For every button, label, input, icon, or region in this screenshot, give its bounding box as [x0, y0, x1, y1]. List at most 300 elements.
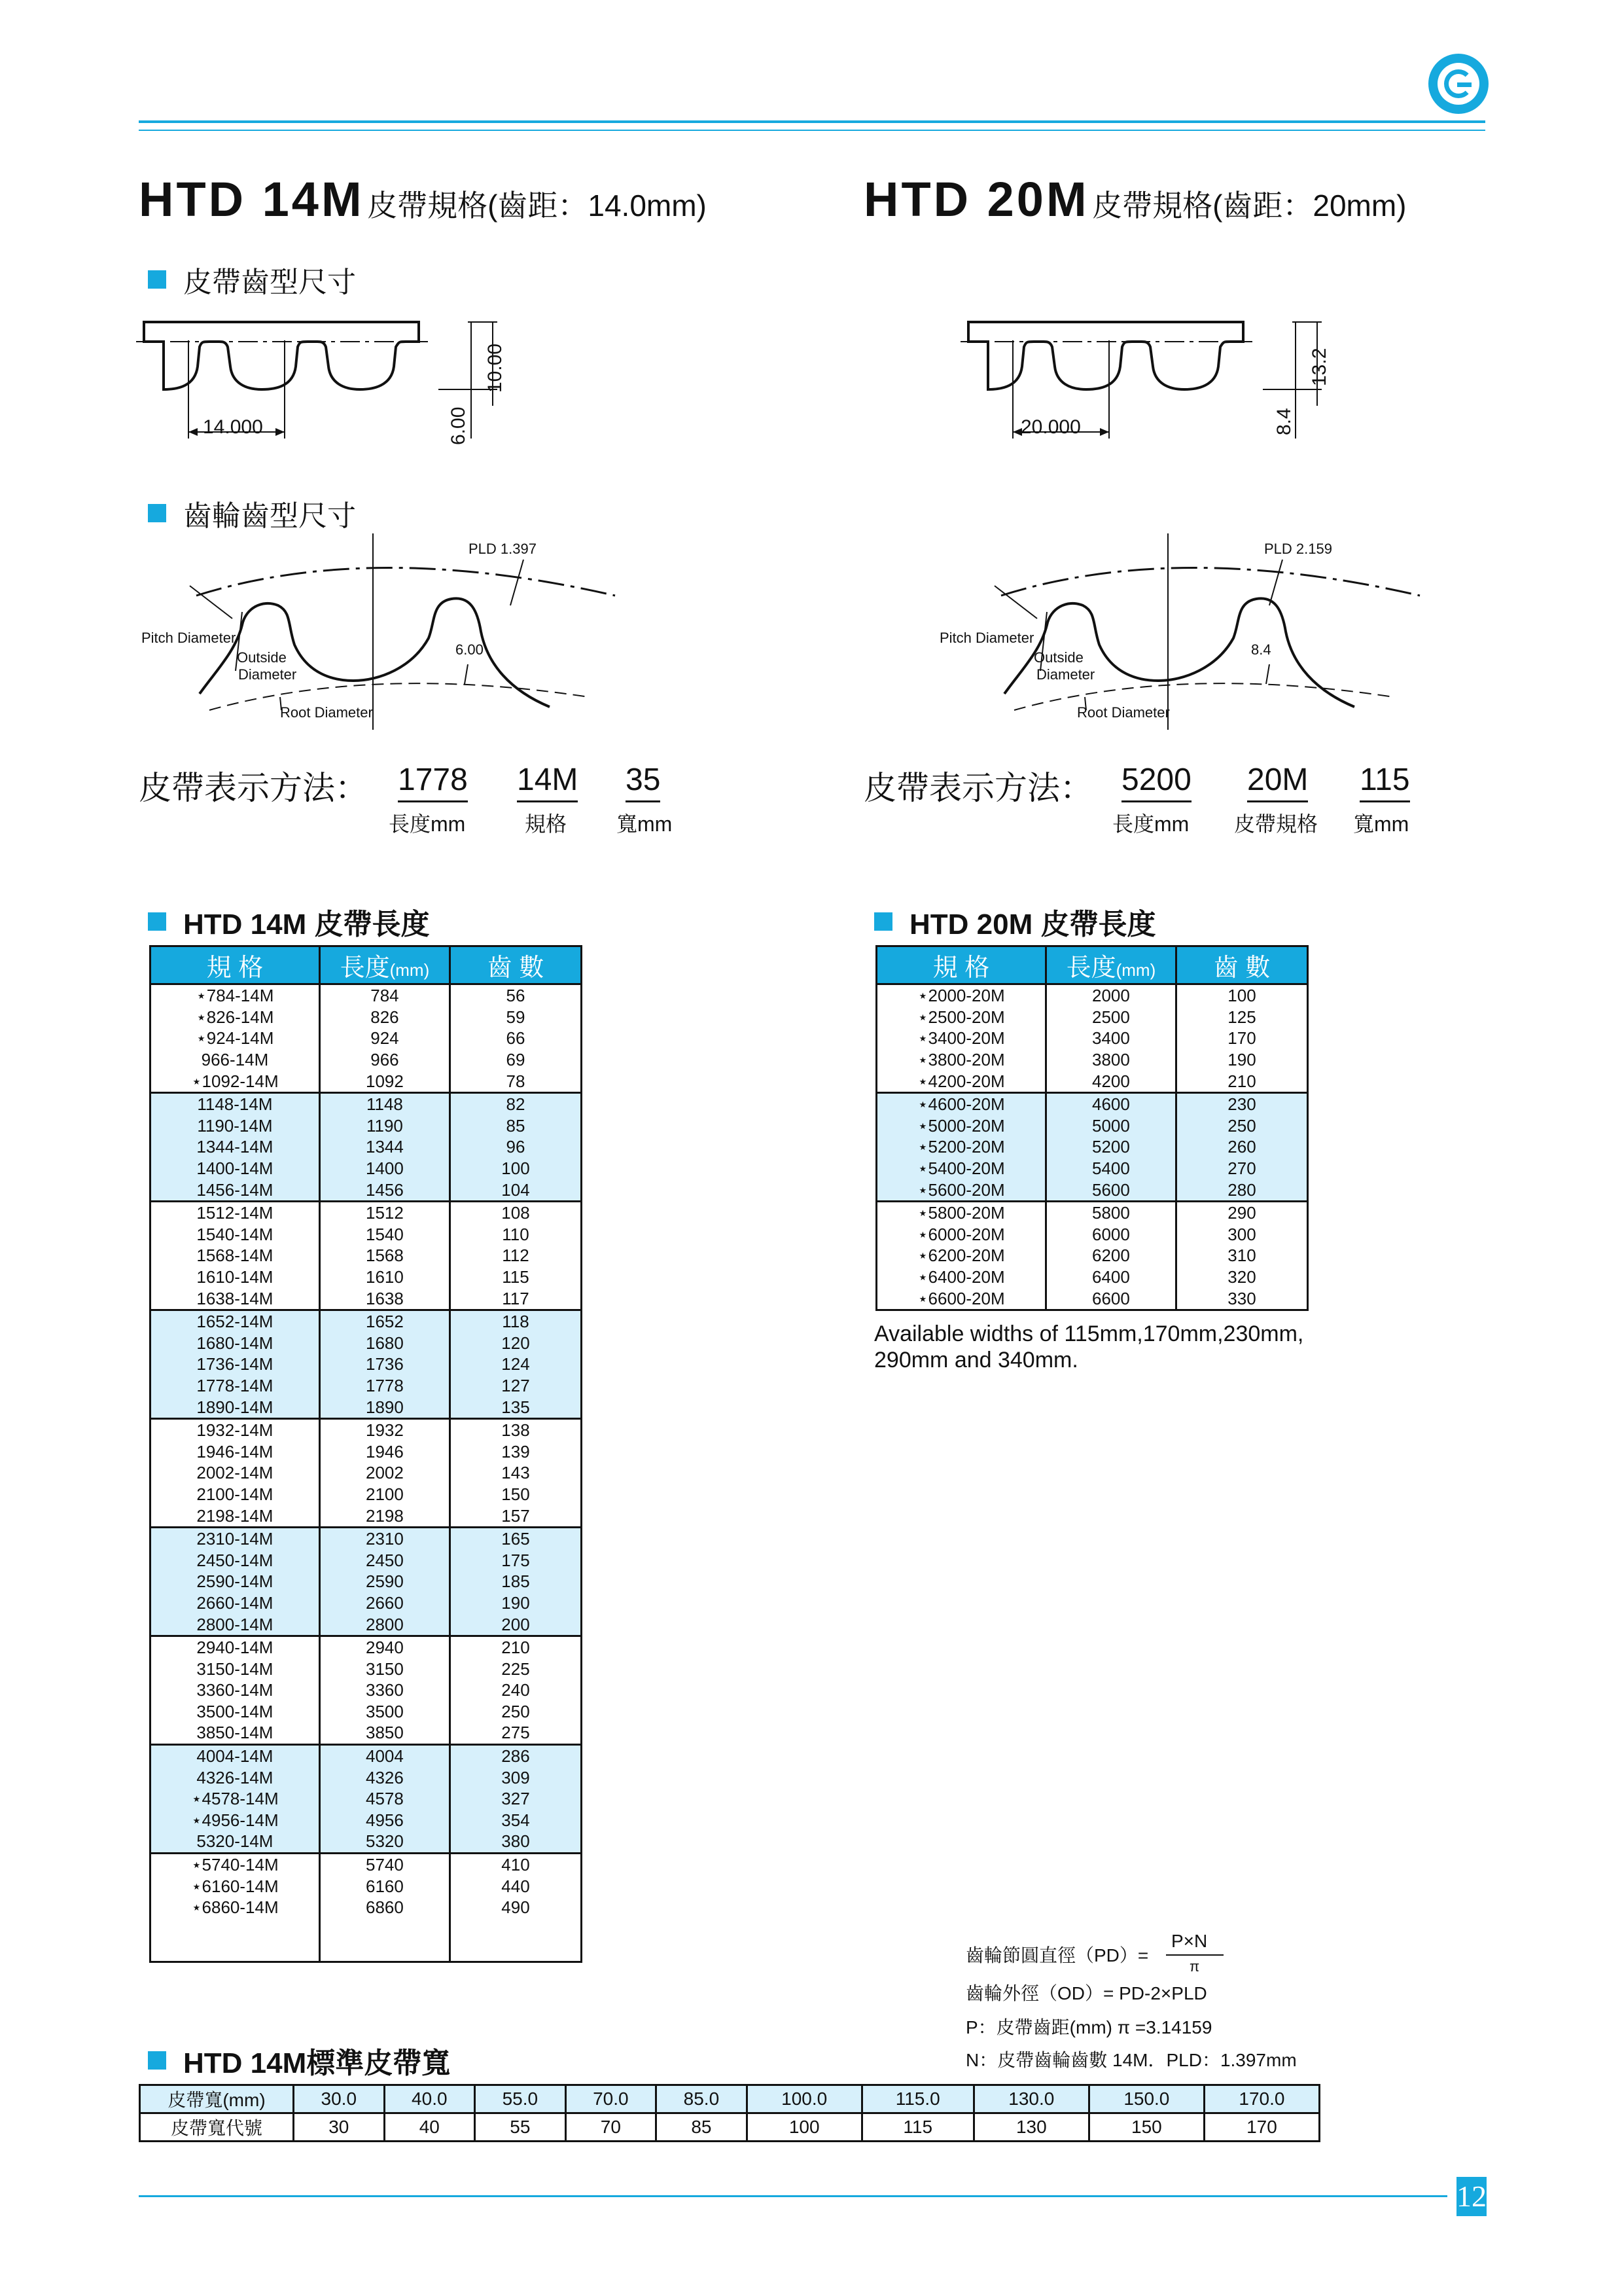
- belt-height-14m: 10.00: [484, 343, 506, 393]
- formula-pd-denominator: π: [1190, 1958, 1200, 1975]
- width-code-cell: 30: [294, 2113, 385, 2142]
- length-cell: 1946: [319, 1441, 450, 1462]
- table-row: [150, 1636, 582, 1658]
- left-title: [139, 171, 707, 227]
- table-row: [150, 1418, 582, 1441]
- width-mm-cell: 130.0: [974, 2085, 1089, 2113]
- teeth-cell: 410: [450, 1853, 581, 1875]
- length-cell: 2000: [1046, 984, 1176, 1007]
- teeth-cell: 112: [450, 1245, 581, 1266]
- spec-cell: 1680-14M: [150, 1333, 320, 1354]
- spec-cell: ⋆5600-20M: [877, 1179, 1046, 1201]
- notation-unit-length-20m: 長度mm: [1112, 812, 1190, 836]
- length-cell: [319, 1918, 450, 1940]
- spec-cell: ⋆784-14M: [150, 984, 320, 1007]
- col-length-unit: (mm): [1116, 960, 1156, 980]
- section-belt-profile-label: 皮帶齒型尺寸: [183, 266, 356, 298]
- teeth-cell: 78: [450, 1070, 581, 1092]
- length-cell: 5600: [1046, 1179, 1176, 1201]
- length-cell: 826: [319, 1007, 450, 1028]
- spec-cell: 2660-14M: [150, 1592, 320, 1614]
- spec-cell: ⋆6200-20M: [877, 1245, 1046, 1266]
- width-code-cell: 150: [1089, 2113, 1204, 2142]
- width-mm-cell: 100.0: [747, 2085, 862, 2113]
- spec-cell: ⋆5740-14M: [150, 1853, 320, 1875]
- teeth-cell: 185: [450, 1571, 581, 1592]
- table-row: [877, 1136, 1308, 1158]
- table-row: [150, 1897, 582, 1918]
- spec-cell: 4004-14M: [150, 1744, 320, 1767]
- length-cell: 1092: [319, 1070, 450, 1092]
- spec-cell: ⋆5800-20M: [877, 1201, 1046, 1223]
- length-cell: 1932: [319, 1418, 450, 1441]
- notation-width-14m: 35: [626, 762, 660, 802]
- table-row: [150, 1007, 582, 1028]
- section-marker: [148, 2051, 166, 2070]
- width-mm-cell: 115.0: [862, 2085, 974, 2113]
- teeth-cell: 82: [450, 1092, 581, 1115]
- belt-tooth-14m: 6.00: [448, 406, 469, 445]
- table-row: [877, 1179, 1308, 1201]
- formula-pd-lhs: 齒輪節圓直徑（PD）=: [966, 1945, 1149, 1965]
- teeth-cell: 270: [1176, 1158, 1307, 1179]
- spec-cell: ⋆4956-14M: [150, 1810, 320, 1831]
- length-cell: 6000: [1046, 1224, 1176, 1246]
- table-row: [150, 1049, 582, 1071]
- length-cell: 4326: [319, 1767, 450, 1788]
- table-row: [150, 1310, 582, 1332]
- teeth-cell: 275: [450, 1722, 581, 1744]
- length-cell: 784: [319, 984, 450, 1007]
- length-cell: 5200: [1046, 1136, 1176, 1158]
- length-cell: 6600: [1046, 1287, 1176, 1310]
- teeth-cell: 240: [450, 1679, 581, 1701]
- spec-cell: 1148-14M: [150, 1092, 320, 1115]
- spec-cell: 1736-14M: [150, 1354, 320, 1375]
- spec-cell: 2002-14M: [150, 1462, 320, 1484]
- length-cell: 3400: [1046, 1028, 1176, 1049]
- teeth-cell: 110: [450, 1224, 581, 1246]
- outside-diameter-label-14m-a: Outside: [237, 649, 287, 666]
- teeth-cell: 100: [1176, 984, 1307, 1007]
- teeth-cell: 210: [450, 1636, 581, 1658]
- spec-cell: ⋆4578-14M: [150, 1788, 320, 1810]
- col-length: [319, 946, 450, 984]
- length-cell: 2800: [319, 1613, 450, 1636]
- width-code-cell: 85: [656, 2113, 747, 2142]
- length-cell: 5740: [319, 1853, 450, 1875]
- length-cell: 5320: [319, 1831, 450, 1853]
- teeth-cell: 69: [450, 1049, 581, 1071]
- teeth-cell: 290: [1176, 1201, 1307, 1223]
- table-row: [150, 1179, 582, 1201]
- length-cell: 2450: [319, 1549, 450, 1571]
- teeth-cell: 115: [450, 1266, 581, 1288]
- notation-length-20m: 5200: [1121, 762, 1192, 802]
- belt-tooth-20m: 8.4: [1273, 408, 1295, 435]
- teeth-cell: 320: [1176, 1266, 1307, 1288]
- table-row: [877, 1201, 1308, 1223]
- teeth-cell: 286: [450, 1744, 581, 1767]
- table-row: [150, 1070, 582, 1092]
- spec-cell: 4326-14M: [150, 1767, 320, 1788]
- notation-unit-type-20m: 皮帶規格: [1234, 812, 1318, 836]
- spec-cell: ⋆2000-20M: [877, 984, 1046, 1007]
- teeth-cell: 440: [450, 1875, 581, 1897]
- spec-cell: [150, 1939, 320, 1962]
- teeth-cell: 300: [1176, 1224, 1307, 1246]
- table-row: [150, 1441, 582, 1462]
- table-row: [877, 1266, 1308, 1288]
- spec-cell: 1400-14M: [150, 1158, 320, 1179]
- spec-cell: ⋆6160-14M: [150, 1875, 320, 1897]
- teeth-cell: 250: [450, 1701, 581, 1723]
- available-widths-line2: 290mm and 340mm.: [874, 1348, 1078, 1372]
- teeth-cell: 66: [450, 1028, 581, 1049]
- table-row: [150, 1287, 582, 1310]
- teeth-cell: 100: [450, 1158, 581, 1179]
- spec-cell: 1652-14M: [150, 1310, 320, 1332]
- formula-pd-fraction-bar: [1166, 1954, 1224, 1956]
- spec-cell: 3360-14M: [150, 1679, 320, 1701]
- section-pulley-profile-label: 齒輪齒型尺寸: [183, 500, 356, 532]
- table-row: [150, 1722, 582, 1744]
- length-cell: 5400: [1046, 1158, 1176, 1179]
- width-table-14m: [139, 2084, 1320, 2142]
- width-code-cell: 40: [384, 2113, 475, 2142]
- teeth-cell: 135: [450, 1396, 581, 1418]
- notation-type-14m: 14M: [517, 762, 578, 802]
- spec-cell: 1890-14M: [150, 1396, 320, 1418]
- length-cell: 1610: [319, 1266, 450, 1288]
- teeth-cell: 165: [450, 1527, 581, 1549]
- col-length: [1046, 946, 1176, 984]
- length-cell: 1890: [319, 1396, 450, 1418]
- table-row: [150, 1658, 582, 1679]
- teeth-cell: 310: [1176, 1245, 1307, 1266]
- available-widths-line1: Available widths of 115mm,170mm,230mm,: [874, 1321, 1304, 1346]
- table-row: [877, 1070, 1308, 1092]
- spec-cell: ⋆2500-20M: [877, 1007, 1046, 1028]
- spec-cell: [150, 1918, 320, 1940]
- page-number: 12: [1456, 2177, 1487, 2216]
- spec-cell: ⋆5400-20M: [877, 1158, 1046, 1179]
- footer-rule: [139, 2195, 1447, 2197]
- length-cell: 2310: [319, 1527, 450, 1549]
- notation-lead-14m: 皮帶表示方法：: [139, 770, 368, 806]
- table-row: [150, 1028, 582, 1049]
- length-cell: 3150: [319, 1658, 450, 1679]
- teeth-cell: 56: [450, 984, 581, 1007]
- table-row: [877, 984, 1308, 1007]
- formula-od: 齒輪外徑（OD）= PD-2×PLD: [966, 1983, 1207, 2003]
- table-row: [150, 1788, 582, 1810]
- table-row: [150, 1853, 582, 1875]
- teeth-cell: 118: [450, 1310, 581, 1332]
- table-row: [877, 1245, 1308, 1266]
- spec-cell: ⋆6860-14M: [150, 1897, 320, 1918]
- spec-cell: 1456-14M: [150, 1179, 320, 1201]
- table-row: [150, 1767, 582, 1788]
- spec-cell: ⋆6400-20M: [877, 1266, 1046, 1288]
- teeth-cell: 190: [1176, 1049, 1307, 1071]
- teeth-cell: 380: [450, 1831, 581, 1853]
- formula-pd: [966, 1941, 1148, 1967]
- notation-unit-width-14m: 寬mm: [616, 812, 673, 836]
- teeth-cell: 175: [450, 1549, 581, 1571]
- outside-diameter-label-14m-b: Diameter: [238, 666, 297, 683]
- spec-cell: ⋆6600-20M: [877, 1287, 1046, 1310]
- table-row: [150, 1266, 582, 1288]
- spec-cell: 2100-14M: [150, 1484, 320, 1505]
- width-mm-cell: 40.0: [384, 2085, 475, 2113]
- spec-cell: 2310-14M: [150, 1527, 320, 1549]
- length-cell: 1638: [319, 1287, 450, 1310]
- table-row: [150, 1831, 582, 1853]
- length-cell: 2198: [319, 1505, 450, 1527]
- teeth-cell: 327: [450, 1788, 581, 1810]
- col-spec: 規 格: [877, 946, 1046, 984]
- length-cell: 3360: [319, 1679, 450, 1701]
- company-logo: [1428, 54, 1489, 114]
- section-marker: [148, 912, 166, 931]
- root-diameter-label-20m: Root Diameter: [1077, 704, 1170, 721]
- table-row: [150, 1136, 582, 1158]
- spec-cell: ⋆3400-20M: [877, 1028, 1046, 1049]
- section-length-20m-label: HTD 20M 皮帶長度: [909, 908, 1156, 941]
- length-cell: 5000: [1046, 1115, 1176, 1137]
- table-row: [150, 1571, 582, 1592]
- teeth-cell: 280: [1176, 1179, 1307, 1201]
- length-cell: 4956: [319, 1810, 450, 1831]
- section-width-14m-label: HTD 14M標準皮帶寬: [183, 2047, 451, 2079]
- teeth-cell: 85: [450, 1115, 581, 1137]
- left-title-main: HTD 14M: [139, 172, 364, 226]
- notation-length-14m: 1778: [398, 762, 468, 802]
- width-code-cell: 115: [862, 2113, 974, 2142]
- notation-type-20m: 20M: [1247, 762, 1308, 802]
- table-row: [150, 1333, 582, 1354]
- table-row: [150, 1115, 582, 1137]
- width-code-cell: 170: [1204, 2113, 1319, 2142]
- teeth-cell: 225: [450, 1658, 581, 1679]
- teeth-cell: 330: [1176, 1287, 1307, 1310]
- pld-label-20m: PLD 2.159: [1264, 541, 1332, 557]
- spec-cell: 3150-14M: [150, 1658, 320, 1679]
- width-mm-cell: 150.0: [1089, 2085, 1204, 2113]
- table-row: [877, 1224, 1308, 1246]
- notation-14m: [139, 762, 728, 840]
- spec-cell: 5320-14M: [150, 1831, 320, 1853]
- spec-cell: 1610-14M: [150, 1266, 320, 1288]
- notation-width-20m: 115: [1360, 762, 1410, 802]
- length-cell: 1680: [319, 1333, 450, 1354]
- table-row: [150, 1939, 582, 1962]
- table-row: [150, 1549, 582, 1571]
- col-spec: 規 格: [150, 946, 320, 984]
- width-mm-cell: 70.0: [565, 2085, 656, 2113]
- spec-cell: 2590-14M: [150, 1571, 320, 1592]
- formula-pd-numerator: P×N: [1171, 1931, 1208, 1951]
- length-cell: 6200: [1046, 1245, 1176, 1266]
- pulley-depth-14m: 6.00: [455, 641, 484, 658]
- col-length-label: 長度: [1066, 954, 1116, 982]
- spec-cell: ⋆4200-20M: [877, 1070, 1046, 1092]
- spec-cell: 2800-14M: [150, 1613, 320, 1636]
- teeth-cell: 157: [450, 1505, 581, 1527]
- teeth-cell: 230: [1176, 1092, 1307, 1115]
- length-cell: 924: [319, 1028, 450, 1049]
- table-row: [150, 1224, 582, 1246]
- section-marker: [148, 504, 166, 522]
- teeth-cell: 138: [450, 1418, 581, 1441]
- length-cell: 1778: [319, 1375, 450, 1397]
- table-row: [877, 1049, 1308, 1071]
- spec-cell: 1932-14M: [150, 1418, 320, 1441]
- table-row: [150, 1158, 582, 1179]
- teeth-cell: 127: [450, 1375, 581, 1397]
- length-cell: 3850: [319, 1722, 450, 1744]
- teeth-cell: 139: [450, 1441, 581, 1462]
- spec-cell: ⋆5200-20M: [877, 1136, 1046, 1158]
- length-cell: 1400: [319, 1158, 450, 1179]
- width-mm-cell: 30.0: [294, 2085, 385, 2113]
- length-cell: 2100: [319, 1484, 450, 1505]
- length-cell: 2590: [319, 1571, 450, 1592]
- teeth-cell: 117: [450, 1287, 581, 1310]
- width-mm-cell: 170.0: [1204, 2085, 1319, 2113]
- spec-cell: 1946-14M: [150, 1441, 320, 1462]
- length-cell: 1568: [319, 1245, 450, 1266]
- right-title: [864, 171, 1407, 227]
- length-cell: 1456: [319, 1179, 450, 1201]
- left-title-sub: 皮帶規格(齒距：14.0mm): [367, 188, 707, 223]
- section-length-14m-label: HTD 14M 皮帶長度: [183, 908, 430, 941]
- spec-cell: 1638-14M: [150, 1287, 320, 1310]
- col-teeth: 齒 數: [450, 946, 581, 984]
- table-row: [150, 1396, 582, 1418]
- width-row1-label: 皮帶寬(mm): [140, 2085, 294, 2113]
- spec-cell: 1344-14M: [150, 1136, 320, 1158]
- length-cell: 3800: [1046, 1049, 1176, 1071]
- table-row: [877, 1007, 1308, 1028]
- table-row: [150, 1613, 582, 1636]
- spec-cell: 1778-14M: [150, 1375, 320, 1397]
- teeth-cell: 354: [450, 1810, 581, 1831]
- spec-cell: ⋆5000-20M: [877, 1115, 1046, 1137]
- table-row: [877, 1028, 1308, 1049]
- teeth-cell: 200: [450, 1613, 581, 1636]
- outside-diameter-label-20m-a: Outside: [1034, 649, 1084, 666]
- teeth-cell: 210: [1176, 1070, 1307, 1092]
- width-code-cell: 130: [974, 2113, 1089, 2142]
- length-cell: 2940: [319, 1636, 450, 1658]
- length-cell: 1736: [319, 1354, 450, 1375]
- length-cell: 2660: [319, 1592, 450, 1614]
- length-cell: 6860: [319, 1897, 450, 1918]
- table-row: [150, 1505, 582, 1527]
- length-cell: 4600: [1046, 1092, 1176, 1115]
- table-row: [150, 1201, 582, 1223]
- col-teeth: 齒 數: [1176, 946, 1307, 984]
- spec-cell: ⋆924-14M: [150, 1028, 320, 1049]
- spec-cell: 2198-14M: [150, 1505, 320, 1527]
- table-row: [150, 1092, 582, 1115]
- spec-cell: 1512-14M: [150, 1201, 320, 1223]
- section-marker: [874, 912, 892, 931]
- table-row: [150, 1810, 582, 1831]
- outside-diameter-label-20m-b: Diameter: [1036, 666, 1095, 683]
- teeth-cell: 190: [450, 1592, 581, 1614]
- length-cell: 1344: [319, 1136, 450, 1158]
- table-row: [150, 1527, 582, 1549]
- table-row: [150, 1918, 582, 1940]
- length-cell: 1190: [319, 1115, 450, 1137]
- length-cell: 1148: [319, 1092, 450, 1115]
- spec-cell: ⋆3800-20M: [877, 1049, 1046, 1071]
- teeth-cell: 170: [1176, 1028, 1307, 1049]
- teeth-cell: 309: [450, 1767, 581, 1788]
- table-row: [150, 1592, 582, 1614]
- length-cell: 966: [319, 1049, 450, 1071]
- formula-p: P：皮帶齒距(mm) π =3.14159: [966, 2017, 1212, 2037]
- table-row: [150, 984, 582, 1007]
- table-row: [877, 1115, 1308, 1137]
- right-title-sub: 皮帶規格(齒距：20mm): [1092, 188, 1407, 223]
- notation-20m: [864, 762, 1453, 840]
- teeth-cell: [450, 1939, 581, 1962]
- length-cell: 1512: [319, 1201, 450, 1223]
- table-row: [150, 1375, 582, 1397]
- belt-pitch-20m: 20.000: [1021, 416, 1081, 438]
- length-cell: 3500: [319, 1701, 450, 1723]
- spec-cell: ⋆1092-14M: [150, 1070, 320, 1092]
- width-mm-cell: 85.0: [656, 2085, 747, 2113]
- teeth-cell: 104: [450, 1179, 581, 1201]
- length-cell: 1540: [319, 1224, 450, 1246]
- width-row2-label: 皮帶寬代號: [140, 2113, 294, 2142]
- teeth-cell: 59: [450, 1007, 581, 1028]
- teeth-cell: 125: [1176, 1007, 1307, 1028]
- right-title-main: HTD 20M: [864, 172, 1089, 226]
- belt-pitch-14m: 14.000: [203, 416, 263, 438]
- spec-cell: 3850-14M: [150, 1722, 320, 1744]
- teeth-cell: 150: [450, 1484, 581, 1505]
- header-rule-thin: [139, 130, 1485, 131]
- teeth-cell: 120: [450, 1333, 581, 1354]
- notation-unit-length-14m: 長度mm: [389, 812, 466, 836]
- length-cell: [319, 1939, 450, 1962]
- section-pulley-profile: [148, 492, 356, 534]
- spec-cell: 1190-14M: [150, 1115, 320, 1137]
- section-width-14m: [148, 2039, 450, 2081]
- teeth-cell: 96: [450, 1136, 581, 1158]
- table-row: [150, 1875, 582, 1897]
- teeth-cell: 260: [1176, 1136, 1307, 1158]
- table-row: [877, 1092, 1308, 1115]
- teeth-cell: 143: [450, 1462, 581, 1484]
- root-diameter-label-14m: Root Diameter: [280, 704, 373, 721]
- section-length-14m: [148, 901, 429, 942]
- pld-label-14m: PLD 1.397: [468, 541, 537, 557]
- spec-cell: 1568-14M: [150, 1245, 320, 1266]
- notation-unit-width-20m: 寬mm: [1353, 812, 1409, 836]
- spec-cell: ⋆826-14M: [150, 1007, 320, 1028]
- spec-cell: ⋆6000-20M: [877, 1224, 1046, 1246]
- table-row: [150, 1679, 582, 1701]
- spec-cell: 2450-14M: [150, 1549, 320, 1571]
- teeth-cell: 250: [1176, 1115, 1307, 1137]
